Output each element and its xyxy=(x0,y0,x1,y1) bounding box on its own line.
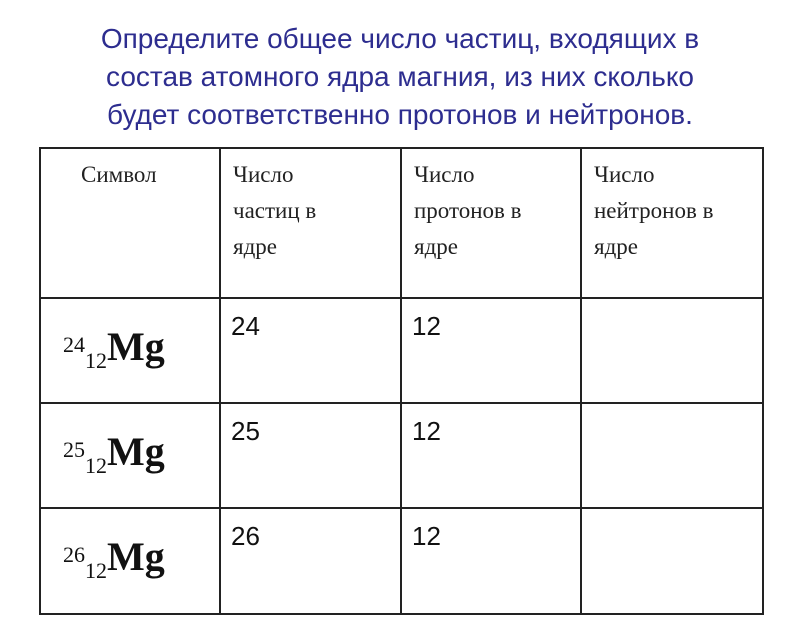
table-row xyxy=(40,508,763,614)
protons-cell xyxy=(401,508,581,614)
header-particles-line: Число xyxy=(233,162,294,187)
isotope-symbol xyxy=(63,534,165,583)
mass-number: 24 xyxy=(63,332,85,357)
atomic-number: 12 xyxy=(85,558,107,583)
mass-number: 25 xyxy=(63,437,85,462)
isotope-symbol-cell xyxy=(40,403,220,508)
particles-value: 24 xyxy=(231,311,260,341)
neutrons-value xyxy=(582,299,762,311)
particles-value: 25 xyxy=(231,416,260,446)
header-particles-line: частиц в xyxy=(233,198,317,223)
protons-value: 12 xyxy=(412,311,441,341)
particles-value: 26 xyxy=(231,521,260,551)
header-protons-line: Число xyxy=(414,162,475,187)
header-symbol xyxy=(40,148,220,298)
header-protons-line: протонов в xyxy=(414,198,522,223)
page-title xyxy=(30,20,770,134)
isotope-symbol-cell xyxy=(40,298,220,403)
neutrons-cell xyxy=(581,508,763,614)
element-symbol: Mg xyxy=(107,534,165,579)
particles-cell xyxy=(220,298,401,403)
neutrons-value xyxy=(582,404,762,416)
isotopes-table xyxy=(39,147,764,615)
atomic-number: 12 xyxy=(85,348,107,373)
title-line: состав атомного ядра магния, из них сколько xyxy=(106,61,694,92)
header-protons xyxy=(401,148,581,298)
element-symbol: Mg xyxy=(107,429,165,474)
table-header-row xyxy=(40,148,763,298)
protons-value: 12 xyxy=(412,416,441,446)
header-neutrons-line: ядре xyxy=(594,234,638,259)
header-neutrons-line: нейтронов в xyxy=(594,198,714,223)
header-symbol-label: Символ xyxy=(81,162,157,187)
isotope-symbol-cell xyxy=(40,508,220,614)
header-particles xyxy=(220,148,401,298)
protons-cell xyxy=(401,403,581,508)
element-symbol: Mg xyxy=(107,324,165,369)
header-neutrons xyxy=(581,148,763,298)
mass-number: 26 xyxy=(63,542,85,567)
protons-cell xyxy=(401,298,581,403)
title-line: Определите общее число частиц, входящих в xyxy=(100,23,700,54)
neutrons-cell xyxy=(581,298,763,403)
neutrons-cell xyxy=(581,403,763,508)
table-row xyxy=(40,403,763,508)
neutrons-value xyxy=(582,509,762,521)
title-line: будет соответственно протонов и нейтронов. xyxy=(107,99,693,130)
isotope-symbol xyxy=(63,324,165,373)
table-row xyxy=(40,298,763,403)
particles-cell xyxy=(220,403,401,508)
header-protons-line: ядре xyxy=(414,234,458,259)
particles-cell xyxy=(220,508,401,614)
header-neutrons-line: Число xyxy=(594,162,655,187)
isotope-symbol xyxy=(63,429,165,478)
protons-value: 12 xyxy=(412,521,441,551)
atomic-number: 12 xyxy=(85,453,107,478)
header-particles-line: ядре xyxy=(233,234,277,259)
